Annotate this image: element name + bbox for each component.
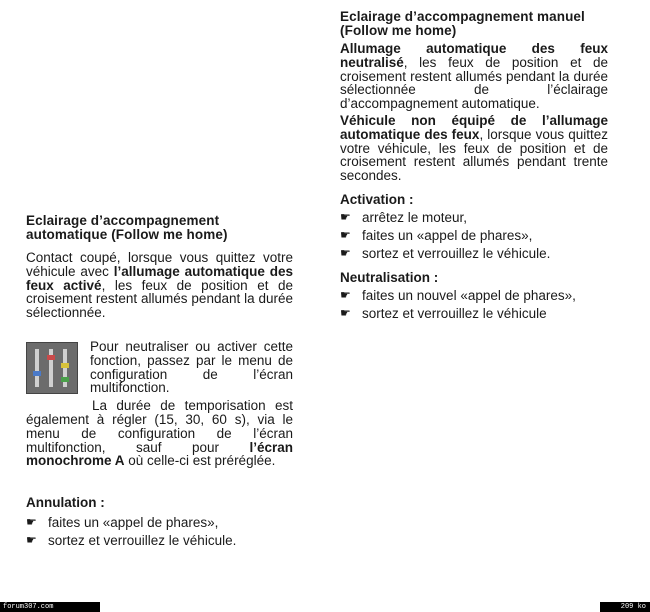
footer-source: forum307.com xyxy=(0,602,100,612)
settings-sliders-icon xyxy=(26,342,78,394)
pointing-hand-icon: ☛ xyxy=(340,287,351,302)
annulation-list xyxy=(26,515,293,548)
neutralised-paragraph: Allumage automatique des feux neutralisé, les feux de position et de croisement restent allumés pendant la durée sélectionnée de l’éclairage d’accompagnement automatique. xyxy=(340,41,608,112)
right-column xyxy=(340,10,608,324)
pointing-hand-icon: ☛ xyxy=(340,305,351,320)
list-item: ☛ sortez et verrouillez le véhicule. xyxy=(340,245,551,261)
footer-size: 209 ko xyxy=(600,602,650,612)
pointing-hand-icon: ☛ xyxy=(26,515,37,530)
activation-list xyxy=(340,210,608,261)
list-item: ☛ arrêtez le moteur, xyxy=(340,209,468,225)
list-item: ☛ faites un «appel de phares», xyxy=(340,227,533,243)
automatic-description: Contact coupé, lorsque vous quittez votre véhicule avec l’allumage automatique des feux activé, les feux de position et de croisement restent allumés pendant la durée sélectionnée. xyxy=(26,250,293,321)
annulation-title: Annulation : xyxy=(26,495,105,511)
activation-title: Activation : xyxy=(340,191,414,207)
list-item: ☛ sortez et verrouillez le véhicule. xyxy=(26,533,237,549)
section-heading-automatic: Eclairage d’accompagnement automatique (Follow me home) xyxy=(26,213,228,242)
pointing-hand-icon: ☛ xyxy=(340,209,351,224)
not-equipped-paragraph: Véhicule non équipé de l’allumage automatique des feux, lorsque vous quittez votre véhicule, les feux de position et de croisement restent allumés pendant trente secondes. xyxy=(340,112,608,184)
list-item: ☛ faites un «appel de phares», xyxy=(26,515,219,531)
neutralisation-list xyxy=(340,288,608,321)
list-item: ☛ faites un nouvel «appel de phares», xyxy=(340,287,576,303)
duration-paragraph: La durée de temporisation est également à régler (15, 30, 60 s), via le menu de configuration de l’écran multifonction, sauf pour l’écran monochrome A où celle-ci est préréglée. xyxy=(26,398,293,469)
pointing-hand-icon: ☛ xyxy=(340,227,351,242)
left-column xyxy=(26,214,293,551)
icon-paragraph-text: Pour neutraliser ou activer cette fonction, passez par le menu de configuration de l’écran multifonction. xyxy=(90,338,293,396)
pointing-hand-icon: ☛ xyxy=(26,533,37,548)
list-item: ☛ sortez et verrouillez le véhicule xyxy=(340,305,547,321)
section-heading-manual: Eclairage d’accompagnement manuel (Follow me home) xyxy=(340,9,585,38)
icon-paragraph xyxy=(26,340,293,468)
pointing-hand-icon: ☛ xyxy=(340,245,351,260)
neutralisation-title: Neutralisation : xyxy=(340,269,439,285)
